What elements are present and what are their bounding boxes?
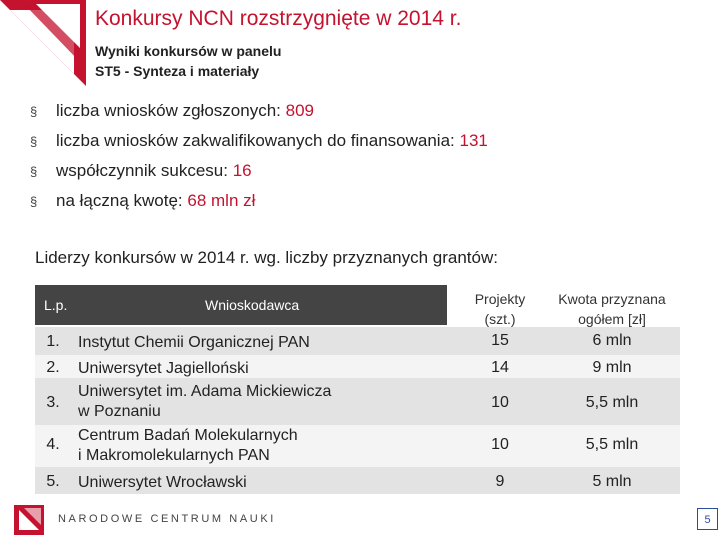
- leaders-heading: Liderzy konkursów w 2014 r. wg. liczby przyznanych grantów:: [35, 248, 498, 267]
- header-amount-line-1: Kwota przyznana: [558, 291, 666, 307]
- page-title: Konkursy NCN rozstrzygnięte w 2014 r.: [95, 7, 462, 30]
- row-amount: 6 mln: [592, 332, 632, 349]
- stat-value: 16: [232, 161, 252, 180]
- row-amount: 5,5 mln: [585, 436, 639, 453]
- stats-list: [30, 96, 488, 216]
- header-amount-line-2: ogółem [zł]: [578, 311, 646, 327]
- row-projects: 10: [491, 436, 509, 453]
- row-number: 5.: [46, 473, 60, 490]
- row-applicant-line-2: i Makromolekularnych PAN: [78, 447, 270, 464]
- header-lp: L.p.: [44, 297, 68, 313]
- row-number: 4.: [46, 436, 60, 453]
- page-number: 5: [697, 508, 718, 530]
- row-projects: 9: [495, 473, 505, 490]
- stat-value: 68 mln zł: [187, 191, 256, 210]
- header-projects-line-1: Projekty: [474, 291, 526, 307]
- row-applicant-line-2: w Poznaniu: [78, 403, 161, 420]
- header-projects-line-2: (szt.): [484, 311, 516, 327]
- row-applicant: Uniwersytet im. Adama Mickiewicza: [78, 383, 332, 400]
- bullet-icon: §: [30, 164, 38, 179]
- stat-label: liczba wniosków zgłoszonych:: [56, 101, 281, 120]
- row-projects: 10: [491, 394, 509, 411]
- row-amount: 5 mln: [592, 473, 632, 490]
- row-number: 3.: [46, 394, 60, 411]
- stat-label: na łączną kwotę:: [56, 191, 183, 210]
- ncn-logo-icon: [0, 0, 86, 86]
- header-projects: [455, 289, 545, 329]
- subtitle-line-1: Wyniki konkursów w panelu: [95, 43, 282, 59]
- row-projects: 14: [491, 359, 509, 376]
- stat-item: [30, 156, 488, 186]
- stat-label: liczba wniosków zakwalifikowanych do finansowania:: [56, 131, 455, 150]
- footer-org-name: NARODOWE CENTRUM NAUKI: [58, 513, 276, 525]
- stat-value: 131: [459, 131, 488, 150]
- row-amount: 9 mln: [592, 359, 632, 376]
- row-projects: 15: [491, 332, 509, 349]
- stat-item: [30, 96, 488, 126]
- row-applicant: Uniwersytet Wrocławski: [78, 474, 247, 491]
- page-subtitle: [95, 41, 281, 81]
- row-amount: 5,5 mln: [585, 394, 639, 411]
- stat-label: współczynnik sukcesu:: [56, 161, 228, 180]
- header-applicant: Wnioskodawca: [205, 297, 300, 313]
- bullet-icon: §: [30, 104, 38, 119]
- bullet-icon: §: [30, 134, 38, 149]
- row-applicant: Centrum Badań Molekularnych: [78, 427, 298, 444]
- row-applicant: Instytut Chemii Organicznej PAN: [78, 334, 310, 351]
- stat-item: [30, 186, 488, 216]
- header-amount: [543, 289, 681, 329]
- bullet-icon: §: [30, 194, 38, 209]
- stat-item: [30, 126, 488, 156]
- row-number: 1.: [46, 333, 60, 350]
- subtitle-line-2: ST5 - Synteza i materiały: [95, 63, 260, 79]
- row-applicant: Uniwersytet Jagielloński: [78, 360, 249, 377]
- ncn-footer-logo-icon: [14, 505, 44, 535]
- row-number: 2.: [46, 359, 60, 376]
- stat-value: 809: [285, 101, 314, 120]
